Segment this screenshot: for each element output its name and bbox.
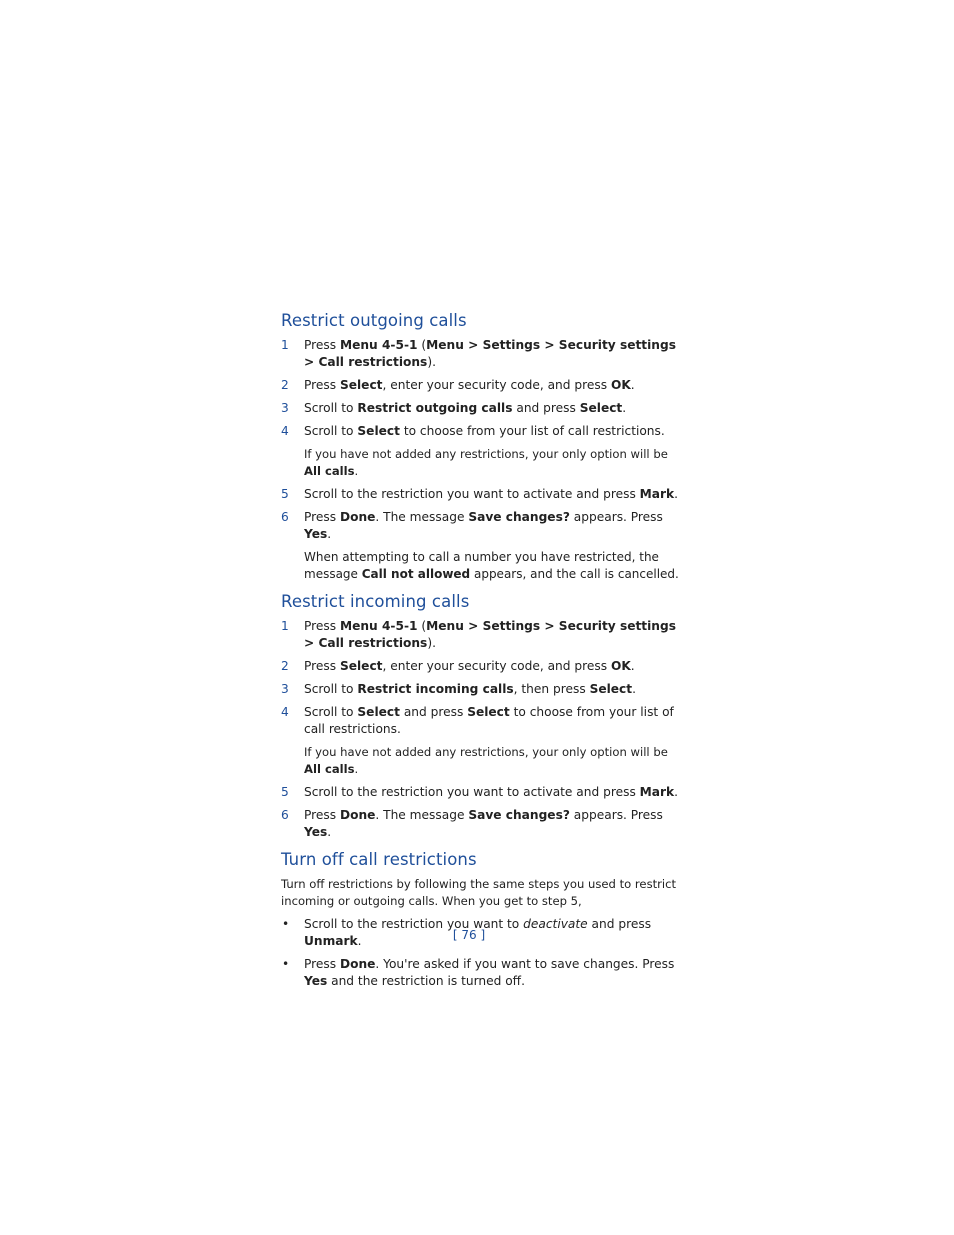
section-restrict-outgoing <box>281 309 681 583</box>
step-item <box>281 486 681 503</box>
step-text: Scroll to the restriction you want to activate and press Mark. <box>304 487 679 501</box>
step-text: Press Done. The message Save changes? appears. Press Yes. <box>304 510 663 541</box>
step-text: Scroll to Restrict incoming calls, then press Select. <box>304 682 636 696</box>
bullet-icon: • <box>282 957 290 971</box>
step-text: Scroll to Restrict outgoing calls and press Select. <box>304 401 627 415</box>
step-list <box>281 784 681 841</box>
step-text: Scroll to Select and press Select to choose from your list of call restrictions. <box>304 705 674 736</box>
step-item <box>281 784 681 801</box>
section-note: When attempting to call a number you have restricted, the message Call not allowed appears, and the call is cancelled. <box>304 550 679 581</box>
step-number: 1 <box>281 619 289 633</box>
step-item <box>281 509 681 543</box>
step-text: Press Menu 4-5-1 (Menu > Settings > Security settings > Call restrictions). <box>304 338 676 369</box>
page-content <box>281 309 681 997</box>
section-restrict-incoming <box>281 590 681 841</box>
step-item <box>281 704 681 738</box>
section-heading: Restrict incoming calls <box>281 592 470 611</box>
step-item <box>281 337 681 371</box>
page-number: [ 76 ] <box>452 928 486 942</box>
step-number: 6 <box>281 808 289 822</box>
step-number: 3 <box>281 401 289 415</box>
step-list <box>281 618 681 738</box>
step-number: 2 <box>281 378 289 392</box>
step-list <box>281 486 681 543</box>
step-text: Scroll to Select to choose from your list of call restrictions. <box>304 424 665 438</box>
step-number: 5 <box>281 785 289 799</box>
step-item <box>281 377 681 394</box>
step-item <box>281 618 681 652</box>
step-number: 4 <box>281 705 289 719</box>
step-number: 6 <box>281 510 289 524</box>
step-text: Press Select, enter your security code, and press OK. <box>304 378 635 392</box>
step-item <box>281 807 681 841</box>
step-item <box>281 658 681 675</box>
step-item <box>281 681 681 698</box>
section-heading: Turn off call restrictions <box>281 850 477 869</box>
step-note: If you have not added any restrictions, your only option will be All calls. <box>304 447 668 478</box>
step-text: Scroll to the restriction you want to activate and press Mark. <box>304 785 679 799</box>
step-number: 4 <box>281 424 289 438</box>
section-heading: Restrict outgoing calls <box>281 311 467 330</box>
step-note: If you have not added any restrictions, your only option will be All calls. <box>304 745 668 776</box>
step-item <box>281 423 681 440</box>
step-number: 2 <box>281 659 289 673</box>
bullet-item <box>281 956 681 990</box>
bullet-icon: • <box>282 917 290 931</box>
section-intro: Turn off restrictions by following the same steps you used to restrict incoming or outgoing calls. When you get to step 5, <box>281 877 677 908</box>
step-text: Press Select, enter your security code, and press OK. <box>304 659 635 673</box>
bullet-text: Scroll to the restriction you want to deactivate and press Unmark. <box>304 917 652 948</box>
step-list <box>281 337 681 440</box>
step-text: Press Menu 4-5-1 (Menu > Settings > Security settings > Call restrictions). <box>304 619 676 650</box>
step-item <box>281 400 681 417</box>
step-number: 3 <box>281 682 289 696</box>
step-text: Press Done. The message Save changes? appears. Press Yes. <box>304 808 663 839</box>
step-number: 1 <box>281 338 289 352</box>
step-number: 5 <box>281 487 289 501</box>
bullet-text: Press Done. You're asked if you want to save changes. Press Yes and the restriction is turned off. <box>304 957 675 988</box>
section-turn-off-restrictions <box>281 848 681 990</box>
